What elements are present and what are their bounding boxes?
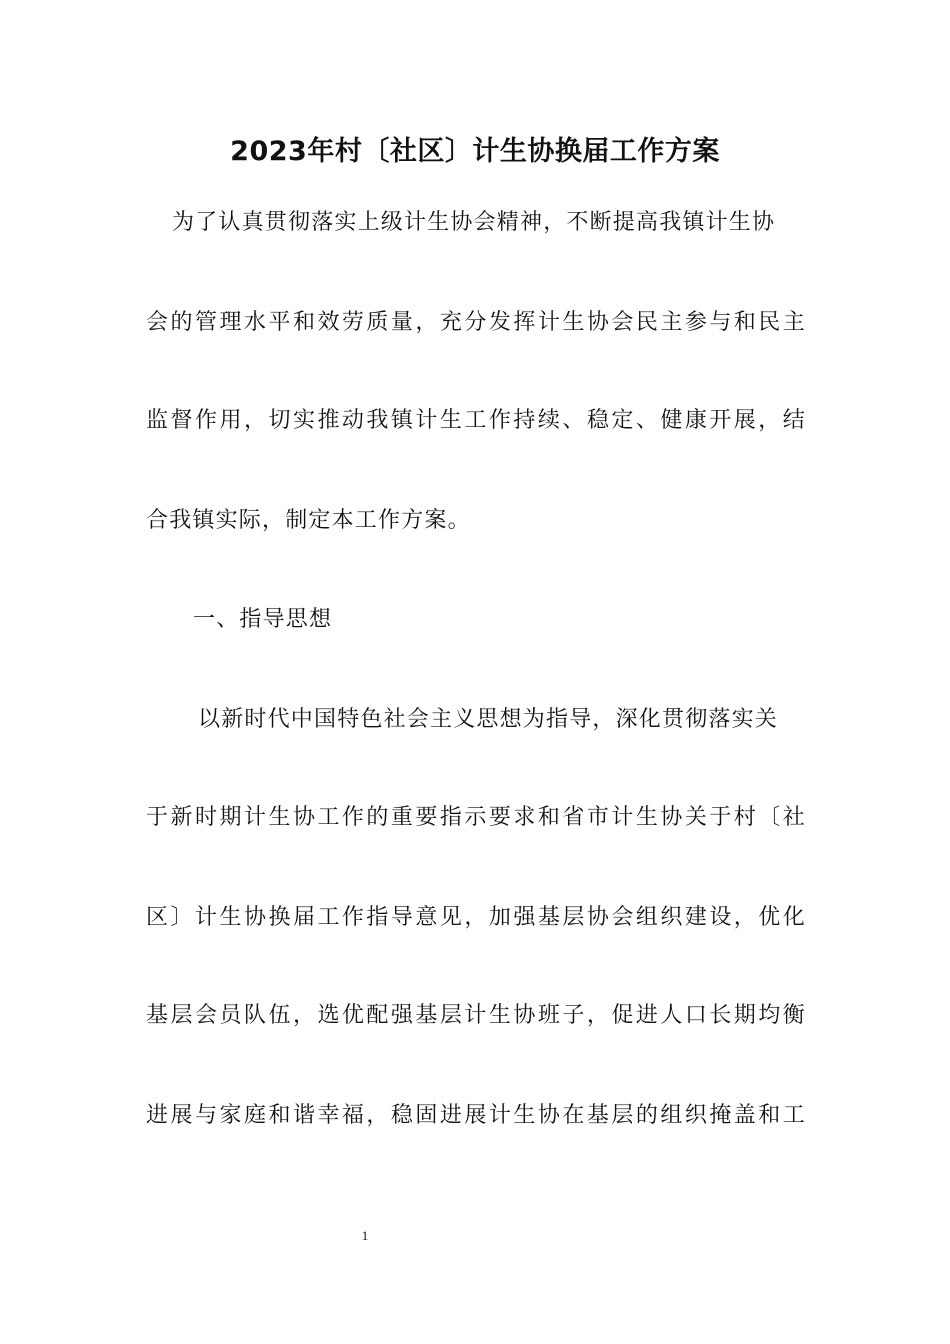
- paragraph-1-line-4: 合我镇实际，制定本工作方案。: [146, 508, 471, 533]
- section-paragraph-line-1: 以新时代中国特色社会主义思想为指导，深化贯彻落实关: [198, 707, 779, 732]
- page-number: 1: [361, 1228, 369, 1243]
- section-paragraph-line-4: 基层会员队伍，选优配强基层计生协班子，促进人口长期均衡: [146, 1003, 806, 1028]
- document-title: 2023年村〔社区〕计生协换届工作方案: [230, 136, 720, 167]
- section-paragraph-line-2: 于新时期计生协工作的重要指示要求和省市计生协关于村〔社: [146, 805, 806, 830]
- paragraph-1-line-3: 监督作用，切实推动我镇计生工作持续、稳定、健康开展，结: [146, 408, 806, 433]
- section-heading: 一、指导思想: [193, 607, 333, 632]
- paragraph-1-line-1: 为了认真贯彻落实上级计生协会精神，不断提高我镇计生协: [172, 210, 776, 235]
- paragraph-1-line-2: 会的管理水平和效劳质量，充分发挥计生协会民主参与和民主: [146, 310, 806, 335]
- section-paragraph-line-3: 区〕计生协换届工作指导意见，加强基层协会组织建设，优化: [146, 905, 806, 930]
- section-paragraph-line-5: 进展与家庭和谐幸福，稳固进展计生协在基层的组织掩盖和工: [146, 1103, 806, 1128]
